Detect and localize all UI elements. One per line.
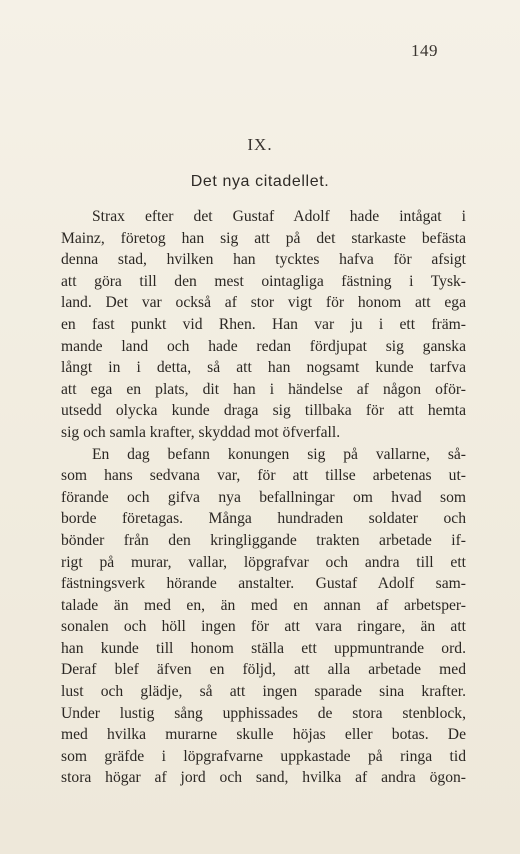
text-line: sig och samla krafter, skyddad mot öfverfall. (61, 423, 341, 441)
text-line: att göra till den mest ointagliga fästning i Tysk- (61, 272, 466, 290)
text-line: Mainz, företog han sig att på det starkaste befästa (61, 229, 466, 247)
text-line: med hvilka murarne skulle höjas eller botas. De (61, 726, 466, 744)
text-line: stora högar af jord och sand, hvilka af andra ögon- (61, 769, 466, 787)
text-line: långt in i detta, så att han nogsamt kunde tarfva (61, 359, 466, 377)
text-line: en fast punkt vid Rhen. Han var ju i ett främ- (61, 315, 466, 333)
text-line: bönder från den kringliggande trakten arbetade if- (61, 531, 466, 549)
text-line: borde företagas. Många hundraden soldater och (61, 510, 466, 528)
text-line: land. Det var också af stor vigt för honom att ega (61, 294, 466, 312)
text-line: förande och gifva nya befallningar om hvad som (61, 488, 466, 506)
text-line: Deraf blef äfven en följd, att alla arbetade med (61, 661, 466, 679)
text-line: lust och glädje, så att ingen sparade sina krafter. (61, 683, 466, 701)
chapter-number: IX. (247, 135, 273, 154)
text-line: talade än med en, än med en annan af arbetsper- (61, 596, 466, 614)
text-line: utsedd olycka kunde draga sig tillbaka för att hemta (61, 402, 466, 420)
text-line: rigt på murar, vallar, löpgrafvar och andra till ett (61, 553, 466, 571)
text-line: mande land och hade redan fördjupat sig ganska (61, 337, 466, 355)
text-line: han kunde till honom ställa ett uppmuntrande ord. (61, 639, 466, 657)
text-line: Under lustig sång upphissades de stora stenblock, (61, 704, 466, 722)
text-line: att ega en plats, dit han i händelse af någon oför- (61, 380, 466, 398)
text-line: som hans sedvana var, för att tillse arbetenas ut- (61, 467, 466, 485)
body-text (61, 206, 466, 789)
text-line: sonalen och höll ingen för att vara ringare, än att (61, 618, 466, 636)
text-line: som gräfde i löpgrafvarne uppkastade på ringa tid (61, 747, 466, 765)
page-number: 149 (411, 41, 438, 60)
text-line: Strax efter det Gustaf Adolf hade intågat i (92, 208, 466, 225)
text-line: denna stad, hvilken han tycktes hafva för afsigt (61, 251, 466, 269)
text-line: En dag befann konungen sig på vallarne, så- (92, 445, 466, 463)
chapter-title: Det nya citadellet. (190, 173, 330, 190)
text-line: fästningsverk hörande anstalter. Gustaf Adolf sam- (61, 575, 466, 593)
